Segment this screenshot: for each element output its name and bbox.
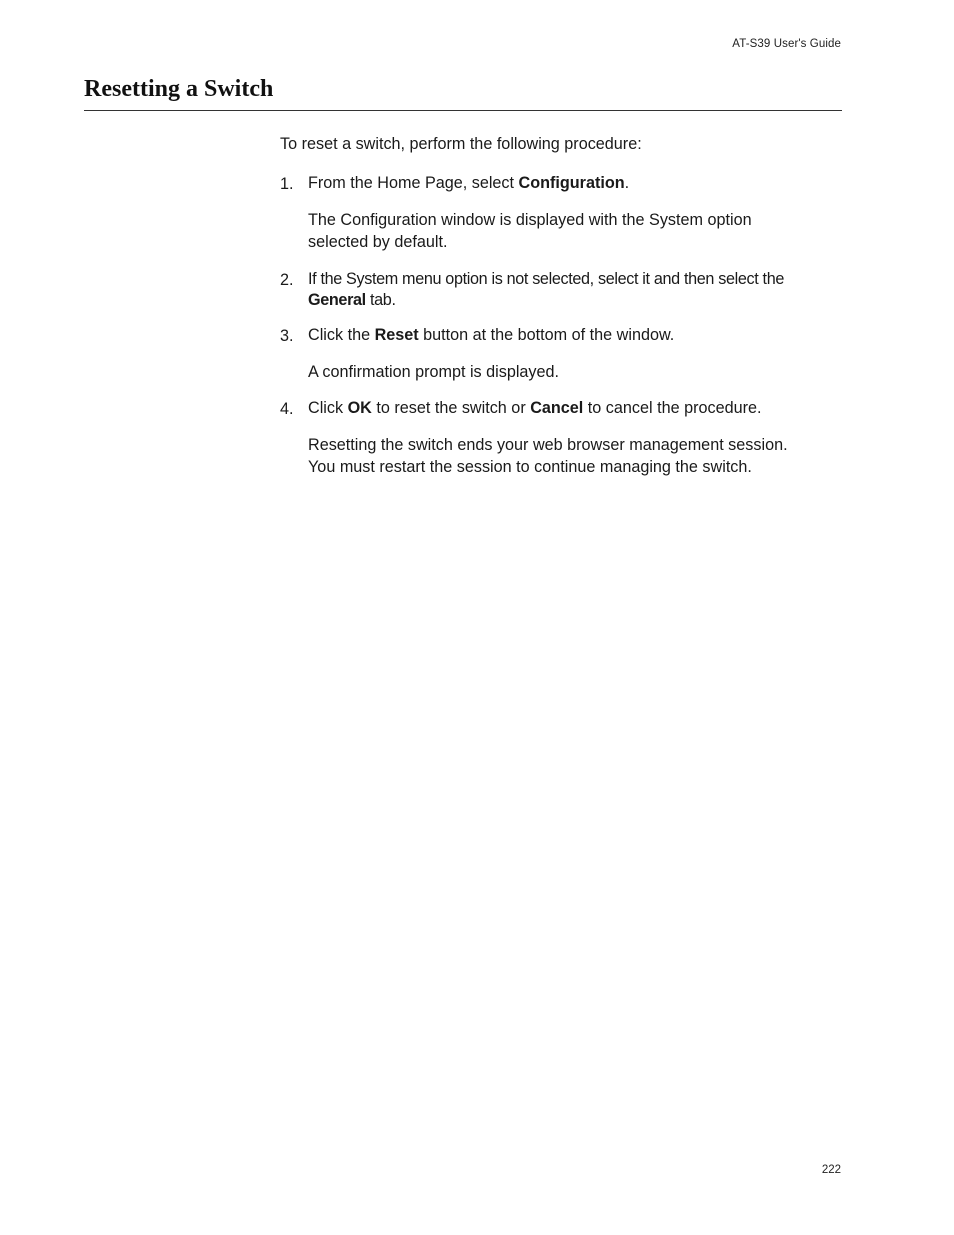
step-2-text-before: If the System menu option is not selected, select it and then select the bbox=[308, 270, 784, 288]
step-1-text bbox=[308, 173, 844, 194]
intro-paragraph: To reset a switch, perform the following procedure: bbox=[280, 135, 642, 153]
step-1-text-before: From the Home Page, select bbox=[308, 174, 519, 192]
step-4-bold-cancel: Cancel bbox=[530, 399, 584, 417]
step-4-number: 4. bbox=[280, 400, 294, 418]
step-2-bold-general: General bbox=[308, 291, 366, 309]
step-2-number: 2. bbox=[280, 271, 294, 289]
step-2-text bbox=[308, 269, 844, 311]
step-1-bold-configuration: Configuration bbox=[518, 174, 625, 192]
running-header: AT-S39 User's Guide bbox=[732, 38, 841, 50]
step-3-bold-reset: Reset bbox=[374, 326, 419, 344]
step-3-text-after: button at the bottom of the window. bbox=[418, 326, 675, 344]
step-3-text-before: Click the bbox=[308, 326, 375, 344]
step-1-number: 1. bbox=[280, 175, 294, 193]
step-4-text-middle: to reset the switch or bbox=[371, 399, 531, 417]
step-4-text-before: Click bbox=[308, 399, 348, 417]
step-1-note: The Configuration window is displayed with the System option selected by default. bbox=[308, 211, 752, 251]
step-1-text-after: . bbox=[624, 174, 630, 192]
step-4-note: Resetting the switch ends your web browser management session. You must restart the session to continue managing the switch. bbox=[308, 436, 788, 476]
page-number: 222 bbox=[821, 1164, 841, 1176]
section-title: Resetting a Switch bbox=[84, 76, 274, 102]
step-3-note: A confirmation prompt is displayed. bbox=[308, 363, 560, 381]
step-4-bold-ok: OK bbox=[347, 399, 372, 417]
step-2-text-after: tab. bbox=[365, 291, 396, 309]
step-4-text bbox=[308, 398, 844, 419]
step-4-text-after: to cancel the procedure. bbox=[583, 399, 762, 417]
step-3-number: 3. bbox=[280, 327, 294, 345]
step-3-text bbox=[308, 325, 844, 346]
title-rule bbox=[84, 110, 842, 111]
